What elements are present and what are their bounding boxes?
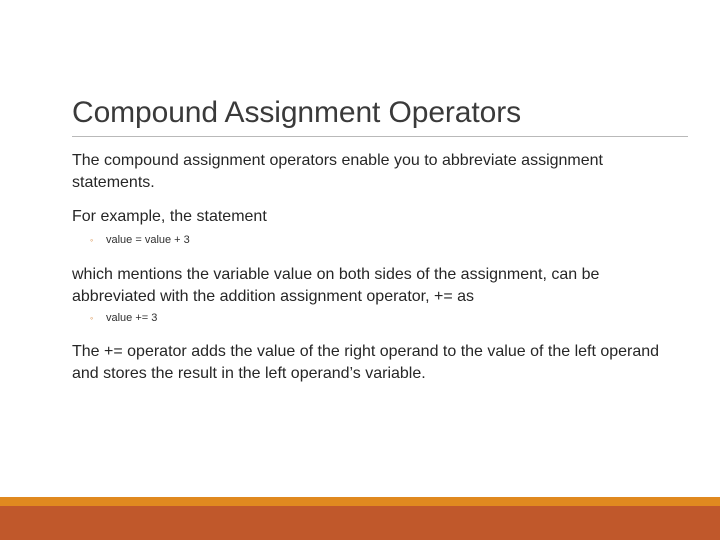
bullet-text: value = value + 3 xyxy=(106,234,190,246)
bullet-text: value += 3 xyxy=(106,312,158,324)
paragraph-example: For example, the statement xyxy=(72,208,267,225)
slide-title: Compound Assignment Operators xyxy=(72,96,522,129)
title-divider xyxy=(72,136,688,137)
bullet-item-abbreviated xyxy=(90,311,157,325)
paragraph-explanation: which mentions the variable value on both sides of the assignment, can be abbreviated with the addition assignment operator, += as xyxy=(72,266,600,305)
footer-accent-band xyxy=(0,497,720,506)
bullet-marker-icon: ◦ xyxy=(90,235,94,245)
bullet-item-statement xyxy=(90,233,190,247)
bullet-marker-icon: ◦ xyxy=(90,313,94,323)
paragraph-intro: The compound assignment operators enable you to abbreviate assignment statements. xyxy=(72,152,603,191)
paragraph-operator-description: The += operator adds the value of the right operand to the value of the left operand and stores the result in the left operand’s variable. xyxy=(72,343,660,382)
footer-band xyxy=(0,506,720,540)
